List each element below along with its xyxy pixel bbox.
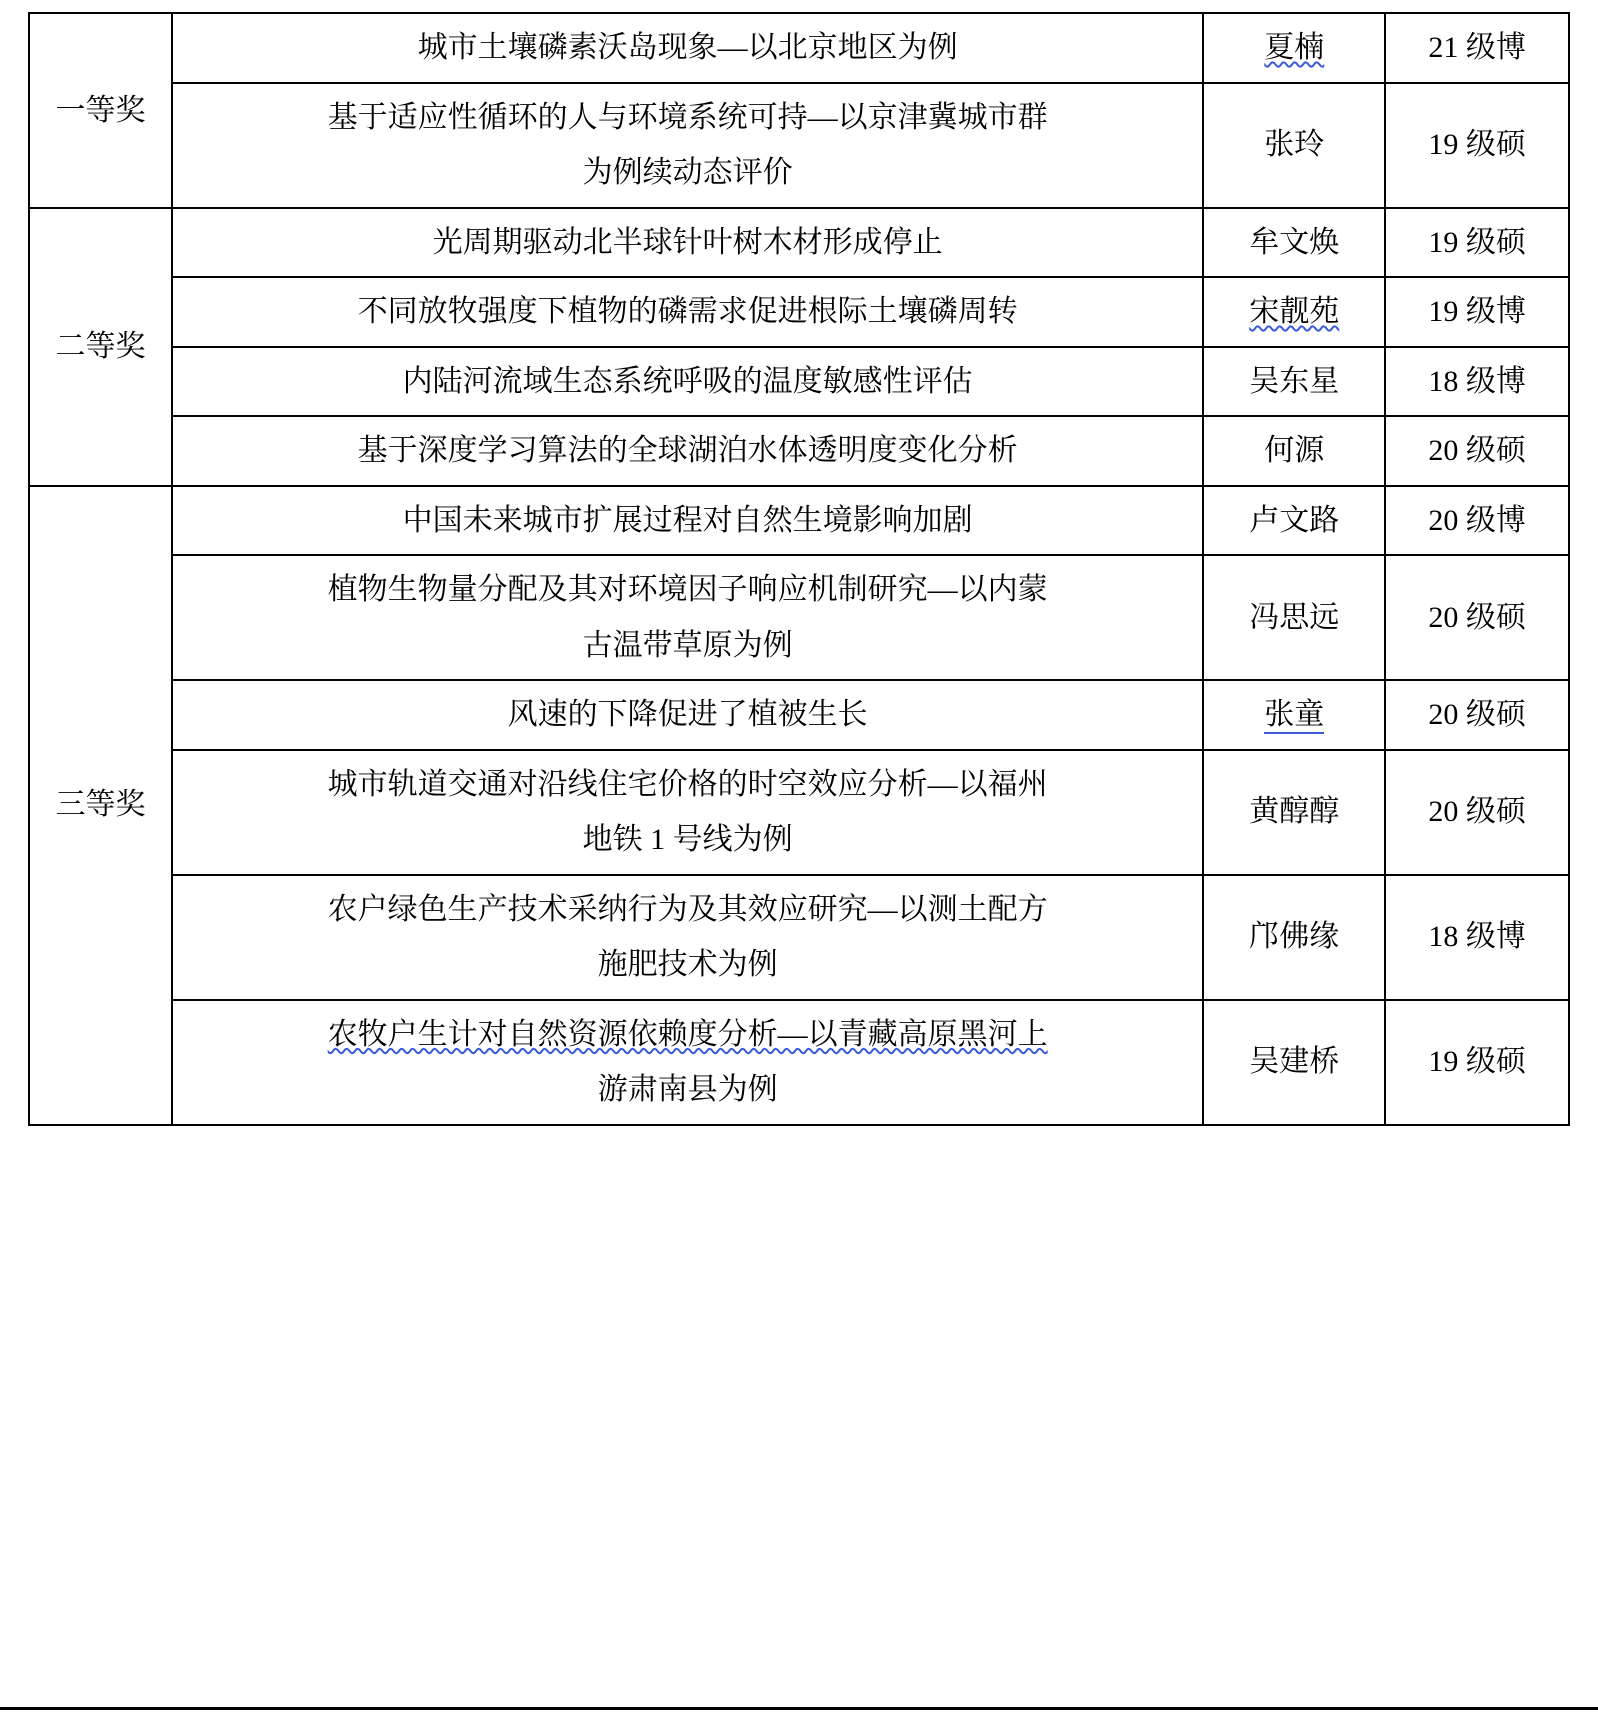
paper-title-line-2: 古温带草原为例 bbox=[582, 628, 793, 662]
table-row bbox=[29, 208, 1569, 278]
paper-title bbox=[172, 416, 1203, 486]
paper-author: 吴东星 bbox=[1203, 347, 1385, 417]
paper-title bbox=[172, 83, 1203, 208]
paper-title bbox=[172, 347, 1203, 417]
paper-title-line-1: 城市轨道交通对沿线住宅价格的时空效应分析—以福州 bbox=[327, 767, 1048, 801]
paper-grade: 19 级硕 bbox=[1385, 208, 1569, 278]
table-row bbox=[29, 555, 1569, 680]
table-row bbox=[29, 13, 1569, 83]
table-row bbox=[29, 750, 1569, 875]
paper-author: 邝佛缘 bbox=[1203, 875, 1385, 1000]
paper-grade: 20 级硕 bbox=[1385, 750, 1569, 875]
paper-title-line-2: 为例续动态评价 bbox=[582, 156, 793, 189]
paper-title bbox=[172, 875, 1203, 1000]
paper-title bbox=[172, 208, 1203, 278]
paper-grade: 18 级博 bbox=[1385, 875, 1569, 1000]
table-row bbox=[29, 486, 1569, 556]
paper-title-text: 光周期驱动北半球针叶树木材形成停止 bbox=[432, 225, 943, 259]
paper-grade: 20 级博 bbox=[1385, 486, 1569, 556]
paper-author-text: 夏楠 bbox=[1264, 31, 1325, 64]
paper-grade: 19 级硕 bbox=[1385, 1000, 1569, 1125]
paper-title-line-2: 游肃南县为例 bbox=[597, 1073, 778, 1106]
paper-author: 吴建桥 bbox=[1203, 1000, 1385, 1125]
table-row bbox=[29, 347, 1569, 417]
paper-title bbox=[172, 13, 1203, 83]
paper-grade: 21 级博 bbox=[1385, 13, 1569, 83]
table-row bbox=[29, 680, 1569, 750]
page-bottom-rule bbox=[0, 1707, 1598, 1710]
paper-title-text: 不同放牧强度下植物的磷需求促进根际土壤磷周转 bbox=[357, 295, 1018, 328]
paper-author-text: 宋靓苑 bbox=[1249, 295, 1340, 328]
paper-author: 牟文焕 bbox=[1203, 208, 1385, 278]
table-row bbox=[29, 416, 1569, 486]
table-row bbox=[29, 875, 1569, 1000]
paper-title bbox=[172, 555, 1203, 680]
paper-title bbox=[172, 486, 1203, 556]
paper-grade: 19 级硕 bbox=[1385, 83, 1569, 208]
paper-title bbox=[172, 680, 1203, 750]
paper-title-line-1: 基于适应性循环的人与环境系统可持—以京津冀城市群 bbox=[327, 100, 1048, 134]
paper-title-text: 风速的下降促进了植被生长 bbox=[507, 698, 868, 731]
paper-author: 张玲 bbox=[1203, 83, 1385, 208]
paper-title-text: 内陆河流域生态系统呼吸的温度敏感性评估 bbox=[402, 364, 973, 398]
paper-title-line-2: 地铁 1 号线为例 bbox=[582, 823, 793, 856]
prize-label-third: 三等奖 bbox=[29, 486, 172, 1125]
paper-title-line-1: 植物生物量分配及其对环境因子响应机制研究—以内蒙 bbox=[327, 573, 1048, 606]
paper-author: 黄醇醇 bbox=[1203, 750, 1385, 875]
table-row bbox=[29, 83, 1569, 208]
paper-title-line-2: 施肥技术为例 bbox=[597, 948, 778, 981]
paper-title bbox=[172, 277, 1203, 347]
paper-grade: 18 级博 bbox=[1385, 347, 1569, 417]
prize-label-second: 二等奖 bbox=[29, 208, 172, 486]
paper-grade: 20 级硕 bbox=[1385, 416, 1569, 486]
paper-author bbox=[1203, 13, 1385, 83]
table-row bbox=[29, 277, 1569, 347]
paper-title-line-1: 农牧户生计对自然资源依赖度分析—以青藏高原黑河上 bbox=[327, 1017, 1048, 1051]
paper-author bbox=[1203, 680, 1385, 750]
paper-author: 冯思远 bbox=[1203, 555, 1385, 680]
paper-grade: 20 级硕 bbox=[1385, 555, 1569, 680]
paper-author bbox=[1203, 277, 1385, 347]
prize-label-first: 一等奖 bbox=[29, 13, 172, 208]
paper-title-line-1: 农户绿色生产技术采纳行为及其效应研究—以测土配方 bbox=[327, 892, 1048, 926]
paper-grade: 20 级硕 bbox=[1385, 680, 1569, 750]
paper-author-text: 张童 bbox=[1264, 698, 1324, 734]
table-row bbox=[29, 1000, 1569, 1125]
paper-grade: 19 级博 bbox=[1385, 277, 1569, 347]
paper-author: 何源 bbox=[1203, 416, 1385, 486]
award-results-table bbox=[28, 12, 1570, 1126]
paper-title-text: 城市土壤磷素沃岛现象—以北京地区为例 bbox=[417, 31, 958, 64]
paper-title bbox=[172, 1000, 1203, 1125]
paper-title-text: 中国未来城市扩展过程对自然生境影响加剧 bbox=[402, 503, 973, 537]
paper-title bbox=[172, 750, 1203, 875]
paper-title-text: 基于深度学习算法的全球湖泊水体透明度变化分析 bbox=[357, 434, 1018, 467]
paper-author: 卢文路 bbox=[1203, 486, 1385, 556]
